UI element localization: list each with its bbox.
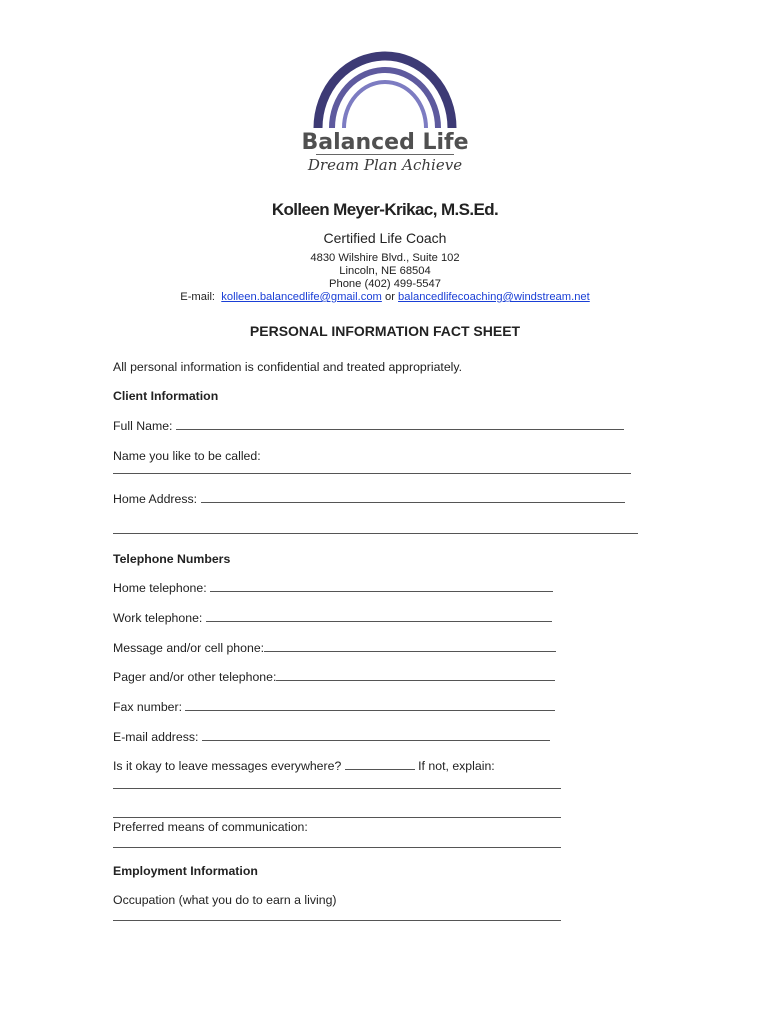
phone-line: Phone (402) 499-5547	[329, 278, 441, 290]
coach-name: Kolleen Meyer-Krikac, M.S.Ed.	[271, 200, 499, 219]
work-telephone-row	[113, 611, 552, 625]
home-address-label: Home Address:	[113, 492, 198, 506]
email-address-row	[113, 730, 550, 744]
page-heading: PERSONAL INFORMATION FACT SHEET	[249, 323, 521, 339]
cell-phone-row	[113, 641, 556, 655]
communication-label: Preferred means of communication:	[113, 820, 308, 834]
logo-name: Balanced Life	[301, 130, 469, 155]
email-label: E-mail:	[180, 291, 216, 303]
messages-row	[113, 759, 495, 773]
home-address-field-2[interactable]	[113, 533, 638, 534]
home-address-field[interactable]	[201, 492, 625, 503]
pager-row	[113, 670, 555, 684]
email-address-label: E-mail address:	[113, 730, 199, 744]
telephone-heading: Telephone Numbers	[113, 552, 231, 566]
explain-field-1[interactable]	[113, 788, 561, 789]
employment-heading: Employment Information	[113, 864, 258, 878]
email-link-gmail[interactable]: kolleen.balancedlife@gmail.com	[221, 291, 382, 303]
pager-label: Pager and/or other telephone:	[113, 670, 277, 684]
occupation-field[interactable]	[113, 920, 561, 921]
home-telephone-label: Home telephone:	[113, 581, 207, 595]
email-link-windstream[interactable]: balancedlifecoaching@windstream.net	[398, 291, 590, 303]
email-line	[0, 291, 770, 303]
communication-field[interactable]	[113, 847, 561, 848]
pager-field[interactable]	[276, 670, 555, 681]
home-telephone-row	[113, 581, 553, 595]
email-address-field[interactable]	[202, 730, 550, 741]
full-name-label: Full Name:	[113, 419, 173, 433]
preferred-name-label: Name you like to be called:	[113, 449, 261, 463]
full-name-field[interactable]	[176, 419, 624, 430]
address-line-1: 4830 Wilshire Blvd., Suite 102	[310, 252, 460, 264]
balanced-life-logo	[300, 50, 470, 180]
address-line-2: Lincoln, NE 68504	[339, 265, 431, 277]
explain-field-2[interactable]	[113, 817, 561, 818]
fax-label: Fax number:	[113, 700, 183, 714]
confidentiality-note: All personal information is confidential and treated appropriately.	[113, 360, 463, 374]
if-not-explain-label: If not, explain:	[418, 759, 495, 773]
email-or: or	[384, 291, 395, 303]
messages-question: Is it okay to leave messages everywhere?	[113, 759, 342, 773]
home-address-row	[113, 492, 625, 506]
fax-field[interactable]	[185, 700, 555, 711]
occupation-label: Occupation (what you do to earn a living)	[113, 893, 337, 907]
client-info-heading: Client Information	[113, 389, 219, 403]
home-telephone-field[interactable]	[210, 581, 553, 592]
work-telephone-label: Work telephone:	[113, 611, 203, 625]
logo-divider	[316, 154, 454, 155]
coach-title: Certified Life Coach	[323, 230, 447, 246]
logo-tagline: Dream Plan Achieve	[307, 156, 463, 174]
messages-answer-field[interactable]	[345, 759, 415, 770]
fax-row	[113, 700, 555, 714]
arch-logo-icon	[300, 50, 470, 130]
preferred-name-field[interactable]	[113, 473, 631, 474]
cell-phone-label: Message and/or cell phone:	[113, 641, 265, 655]
work-telephone-field[interactable]	[206, 611, 552, 622]
cell-phone-field[interactable]	[264, 641, 556, 652]
full-name-row	[113, 419, 624, 433]
